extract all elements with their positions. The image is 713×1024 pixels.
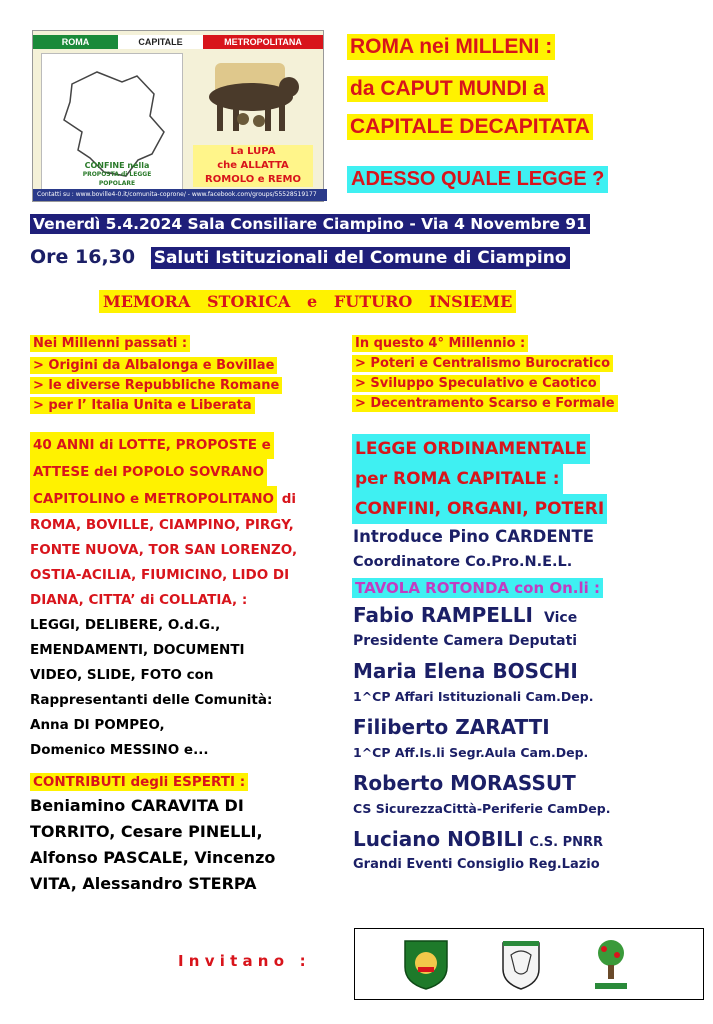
docs-line: EMENDAMENTI, DOCUMENTI [30, 642, 245, 658]
speaker-name: Roberto MORASSUT [353, 771, 576, 795]
tree-icon [589, 935, 633, 993]
places-line: ROMA, BOVILLE, CIAMPINO, PIRGY, [30, 517, 294, 533]
intro-line: Introduce Pino CARDENTE [353, 527, 594, 546]
theme-wrap [99, 290, 516, 313]
crest-shield-icon [499, 937, 543, 991]
now-item: > Sviluppo Speculativo e Caotico [352, 375, 600, 392]
speaker-suffix: Vice [544, 610, 578, 626]
logos-box [354, 928, 704, 1000]
boundary-map [41, 53, 183, 195]
confine-caption-line: CONFINE nella [84, 161, 150, 170]
theme-banner: MEMORA STORICA e FUTURO INSIEME [99, 290, 516, 313]
event-time-line [30, 246, 570, 269]
speaker-item [353, 771, 703, 827]
tree-logo-icon [589, 935, 633, 993]
header-image [32, 30, 324, 202]
invite-label: I n v i t a n o : [178, 952, 306, 970]
docs-line: Domenico MESSINO e... [30, 742, 209, 758]
docs-line: VIDEO, SLIDE, FOTO con [30, 667, 214, 683]
experts-title: CONTRIBUTI degli ESPERTI : [30, 773, 248, 791]
title-line-1: ROMA nei MILLENI : [347, 34, 555, 60]
band-capitale: CAPITALE [118, 35, 203, 49]
struggle-line: CAPITOLINO e METROPOLITANO [30, 486, 277, 513]
title-line-2-wrap [347, 76, 548, 102]
event-greetings: Saluti Istituzionali del Comune di Ciampino [151, 247, 570, 269]
experts-line: TORRITO, Cesare PINELLI, [30, 822, 263, 841]
question-heading: ADESSO QUALE LEGGE ? [347, 166, 608, 193]
confine-caption [72, 161, 162, 188]
left-column [30, 332, 348, 414]
speaker-name: Maria Elena BOSCHI [353, 659, 578, 683]
intro-role: Coordinatore Co.Pro.N.E.L. [353, 554, 573, 570]
event-date-wrap [30, 214, 590, 234]
speaker-item [353, 659, 703, 715]
intro-block [353, 524, 698, 574]
past-item: > per l’ Italia Unita e Liberata [30, 397, 255, 414]
round-table-heading: TAVOLA ROTONDA con On.li : [352, 578, 603, 598]
speaker-role: 1^CP Affari Istituzionali Cam.Dep. [353, 689, 594, 704]
right-column [352, 332, 692, 412]
law-line: per ROMA CAPITALE : [352, 464, 563, 494]
event-time: Ore 16,30 [30, 246, 136, 268]
title-line-3: CAPITALE DECAPITATA [347, 114, 593, 140]
places-line: DIANA, CITTA’ di COLLATIA, : [30, 592, 248, 608]
header-band [33, 35, 323, 49]
event-date-line: Venerdì 5.4.2024 Sala Consiliare Ciampino - Via 4 Novembre 91 [30, 214, 590, 234]
main-title [347, 34, 555, 60]
contacts-strip: Contatti su : www.boville4-0.it/comunita-coprone/ - www.facebook.com/groups/55528519177 [33, 189, 327, 201]
experts-line: VITA, Alessandro STERPA [30, 874, 257, 893]
speaker-name: Filiberto ZARATTI [353, 715, 550, 739]
round-table-wrap [352, 578, 603, 598]
wolf-statue-icon [185, 53, 317, 141]
now-title: In questo 4° Millennio : [352, 335, 528, 352]
experts-block [30, 771, 350, 897]
speakers-list [353, 603, 703, 883]
lupa-caption [193, 145, 313, 187]
docs-line: Rappresentanti delle Comunità: [30, 692, 273, 708]
law-line: CONFINI, ORGANI, POTERI [352, 494, 607, 524]
struggle-line: ATTESE del POPOLO SOVRANO [30, 459, 267, 486]
speaker-role: 1^CP Aff.Is.li Segr.Aula Cam.Dep. [353, 745, 589, 760]
now-item: > Poteri e Centralismo Burocratico [352, 355, 613, 372]
law-block [352, 434, 697, 524]
speaker-suffix: C.S. PNRR [529, 835, 604, 850]
copronel-logo-icon [401, 937, 451, 991]
speaker-item [353, 603, 703, 659]
struggle-line: 40 ANNI di LOTTE, PROPOSTE e [30, 432, 274, 459]
law-line: LEGGE ORDINAMENTALE [352, 434, 590, 464]
docs-line: Anna DI POMPEO, [30, 717, 165, 733]
band-roma: ROMA [33, 35, 118, 49]
speaker-role: CS SicurezzaCittà-Periferie CamDep. [353, 801, 611, 816]
lupa-caption-line: La LUPA [230, 146, 276, 157]
confine-caption-line: PROPOSTA di LEGGE POPOLARE [82, 171, 152, 187]
places-line: FONTE NUOVA, TOR SAN LORENZO, [30, 542, 298, 558]
past-item: > Origini da Albalonga e Bovillae [30, 357, 277, 374]
speaker-item [353, 715, 703, 771]
experts-line: Beniamino CARAVITA DI [30, 796, 244, 815]
past-list [30, 354, 348, 414]
capitoline-wolf-image [185, 53, 317, 141]
speaker-role: Presidente Camera Deputati [353, 633, 578, 649]
speaker-name: Fabio RAMPELLI [353, 603, 533, 627]
struggle-tail: di [277, 491, 297, 507]
now-item: > Decentramento Scarso e Formale [352, 395, 618, 412]
experts-line: Alfonso PASCALE, Vincenzo [30, 848, 276, 867]
lupa-caption-line: ROMOLO e REMO [205, 174, 301, 185]
question-wrap [347, 166, 608, 193]
struggle-block [30, 432, 350, 763]
community-crest-icon [499, 937, 543, 991]
title-line-3-wrap [347, 114, 593, 140]
title-line-2: da CAPUT MUNDI a [347, 76, 548, 102]
copronel-shield-icon [401, 937, 451, 991]
past-title: Nei Millenni passati : [30, 335, 190, 352]
lupa-caption-line: che ALLATTA [217, 160, 289, 171]
places-line: OSTIA-ACILIA, FIUMICINO, LIDO DI [30, 567, 290, 583]
band-metropolitana: METROPOLITANA [203, 35, 323, 49]
docs-line: LEGGI, DELIBERE, O.d.G., [30, 617, 221, 633]
speaker-item [353, 827, 703, 883]
speaker-role: Grandi Eventi Consiglio Reg.Lazio [353, 857, 600, 872]
past-item: > le diverse Repubbliche Romane [30, 377, 282, 394]
speaker-name: Luciano NOBILI [353, 827, 524, 851]
